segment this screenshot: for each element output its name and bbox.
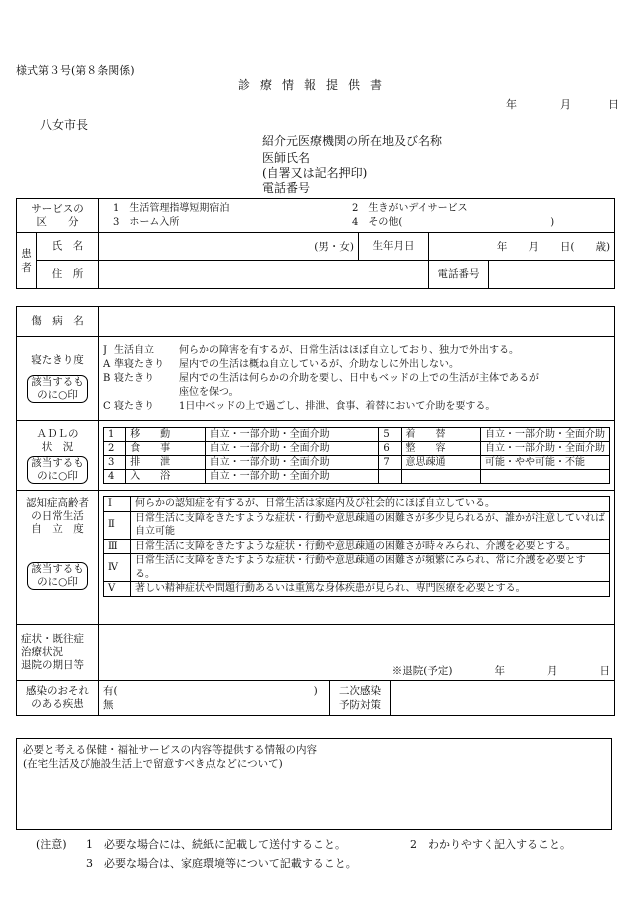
issuer-institution: 紹介元医療機関の所在地及び名称 bbox=[262, 134, 443, 148]
adl-item-mobility: 移 動 bbox=[126, 428, 205, 442]
adl-item-bathing: 入 浴 bbox=[126, 470, 205, 484]
bedridden-option-j[interactable]: J 生活自立 何らかの障害を有するが、日常生活はほぼ自立しており、独力で外出する。 bbox=[103, 344, 519, 356]
dementia-label: 認知症高齢者 の日常生活 自 立 度 該当するも のに○印 bbox=[17, 491, 99, 625]
adl-item-row: 1 移 動 自立・一部介助・全面介助 5 着 替 自立・一部介助・全面介助 bbox=[104, 428, 610, 442]
patient-name-label: 氏 名 bbox=[37, 233, 99, 261]
adl-choice-mobility[interactable]: 自立・一部介助・全面介助 bbox=[205, 428, 379, 442]
patient-address-row bbox=[17, 261, 615, 289]
issuer-seal-note: (自署又は記名押印) bbox=[262, 166, 368, 180]
patient-name-field[interactable] bbox=[99, 233, 359, 261]
addressee: 八女市長 bbox=[40, 118, 89, 132]
patient-phone-label: 電話番号 bbox=[429, 261, 489, 289]
infection-row bbox=[17, 681, 615, 716]
issue-date: 年 月 日 bbox=[506, 98, 619, 111]
secondary-infection-field[interactable] bbox=[391, 681, 615, 715]
service-info-box[interactable] bbox=[16, 738, 612, 830]
adl-item-excretion: 排 泄 bbox=[126, 456, 205, 470]
dementia-option-4[interactable]: Ⅳ 日常生活に支障をきたすような症状・行動や意思疎通の困難さが頻繁にみられ、常に介護を必要とする。 bbox=[104, 554, 610, 582]
service-option-3[interactable]: 3 ホーム入所 bbox=[113, 216, 180, 228]
service-options bbox=[99, 199, 615, 233]
dementia-option-1[interactable]: Ⅰ 何らかの認知症を有するが、日常生活は家庭内及び社会的にほぼ自立している。 bbox=[104, 497, 610, 512]
dementia-options bbox=[99, 491, 615, 625]
bedridden-option-b[interactable]: B 寝たきり 屋内での生活は何らかの介助を要し、日中もベッドの上での生活が主体であるが bbox=[103, 372, 539, 384]
service-option-2[interactable]: 2 生きがいデイサービス bbox=[352, 202, 468, 214]
adl-item-grooming: 整 容 bbox=[401, 442, 480, 456]
patient-name-row bbox=[17, 233, 615, 261]
infection-cell bbox=[99, 681, 615, 716]
issuer-phone: 電話番号 bbox=[262, 181, 311, 195]
dementia-option-5[interactable]: Ⅴ 著しい精神症状や問題行動あるいは重篤な身体疾患が見られ、専門医療を必要とする。 bbox=[104, 582, 610, 597]
document-title: 診療情報提供書 bbox=[237, 78, 392, 92]
patient-address-label: 住 所 bbox=[37, 261, 99, 289]
adl-item-row: 4 入 浴 自立・一部介助・全面介助 bbox=[104, 470, 610, 484]
service-info-subheading: (在宅生活及び施設生活上で留意すべき点などについて) bbox=[23, 758, 283, 770]
infection-yes[interactable]: 有( bbox=[103, 685, 118, 697]
adl-item-dressing: 着 替 bbox=[401, 428, 480, 442]
service-patient-table bbox=[16, 198, 615, 289]
patient-group-label: 患者 bbox=[17, 233, 37, 289]
adl-choice-eating[interactable]: 自立・一部介助・全面介助 bbox=[205, 442, 379, 456]
service-info-heading: 必要と考える保健・福祉サービスの内容等提供する情報の内容 bbox=[23, 744, 317, 756]
adl-item-communication: 意思疎通 bbox=[401, 456, 480, 470]
adl-choice-communication[interactable]: 可能・やや可能・不能 bbox=[481, 456, 610, 470]
disease-row bbox=[17, 307, 615, 337]
bedridden-option-b-cont: 座位を保つ。 bbox=[179, 386, 239, 398]
issuer-doctor: 医師氏名 bbox=[262, 151, 311, 165]
patient-sex[interactable]: (男・女) bbox=[314, 241, 354, 253]
service-option-1[interactable]: 1 生活管理指導短期宿泊 bbox=[113, 202, 230, 214]
note-2: 2 わかりやすく記入すること。 bbox=[410, 838, 571, 851]
medical-info-table bbox=[16, 306, 615, 716]
circle-instruction: 該当するも のに○印 bbox=[27, 375, 88, 403]
note-1: 1 必要な場合には、続紙に記載して送付すること。 bbox=[86, 838, 346, 851]
infection-choice[interactable]: 有( ) 無 bbox=[99, 681, 330, 715]
dementia-option-3[interactable]: Ⅲ 日常生活に支障をきたすような症状・行動や意思疎通の困難さが時々みられ、介護を必要とする。 bbox=[104, 539, 610, 554]
circle-instruction: 該当するも のに○印 bbox=[27, 456, 88, 484]
dementia-row bbox=[17, 491, 615, 625]
symptoms-row bbox=[17, 625, 615, 681]
service-label: サービスの 区 分 bbox=[17, 199, 99, 233]
note-3: 3 必要な場合は、家庭環境等について記載すること。 bbox=[86, 857, 357, 870]
patient-address-field[interactable] bbox=[99, 261, 429, 289]
form-number: 様式第３号(第８条関係) bbox=[16, 64, 135, 77]
adl-options bbox=[99, 421, 615, 491]
adl-item-eating: 食 事 bbox=[126, 442, 205, 456]
bedridden-option-c[interactable]: C 寝たきり 1日中ベッドの上で過ごし、排泄、食事、着替において介助を要する。 bbox=[103, 400, 496, 412]
service-option-4[interactable]: 4 その他( ) bbox=[352, 216, 555, 228]
circle-instruction: 該当するも のに○印 bbox=[27, 562, 88, 590]
adl-label: ＡＤＬの 状 況 該当するも のに○印 bbox=[17, 421, 99, 491]
adl-choice-dressing[interactable]: 自立・一部介助・全面介助 bbox=[481, 428, 610, 442]
birthdate-field[interactable]: 年 月 日( 歳) bbox=[429, 233, 615, 261]
disease-field[interactable] bbox=[99, 307, 615, 337]
note-lead: (注意) bbox=[36, 838, 67, 851]
disease-label: 傷 病 名 bbox=[17, 307, 99, 337]
secondary-infection-label: 二次感染 予防対策 bbox=[330, 681, 391, 715]
adl-choice-bathing[interactable]: 自立・一部介助・全面介助 bbox=[205, 470, 379, 484]
adl-choice-excretion[interactable]: 自立・一部介助・全面介助 bbox=[205, 456, 379, 470]
bedridden-options bbox=[99, 337, 615, 421]
service-row bbox=[17, 199, 615, 233]
adl-item-row: 3 排 泄 自立・一部介助・全面介助 7 意思疎通 可能・やや可能・不能 bbox=[104, 456, 610, 470]
adl-item-row: 2 食 事 自立・一部介助・全面介助 6 整 容 自立・一部介助・全面介助 bbox=[104, 442, 610, 456]
discharge-date[interactable]: ※退院(予定) 年 月 日 bbox=[391, 665, 610, 677]
bedridden-label: 寝たきり度 該当するも のに○印 bbox=[17, 337, 99, 421]
bedridden-row bbox=[17, 337, 615, 421]
adl-row bbox=[17, 421, 615, 491]
birthdate-label: 生年月日 bbox=[359, 233, 429, 261]
patient-phone-field[interactable] bbox=[489, 261, 615, 289]
adl-choice-grooming[interactable]: 自立・一部介助・全面介助 bbox=[481, 442, 610, 456]
infection-no[interactable]: 無 bbox=[103, 699, 114, 711]
symptoms-label: 症状・既往症 治療状況 退院の期日等 bbox=[17, 625, 99, 681]
dementia-option-2[interactable]: Ⅱ 日常生活に支障をきたすような症状・行動や意思疎通の困難さが多少見られるが、誰かが注意していれば自立可能 bbox=[104, 511, 610, 539]
symptoms-field[interactable] bbox=[99, 625, 615, 681]
infection-label: 感染のおそれ のある疾患 bbox=[17, 681, 99, 716]
bedridden-option-a[interactable]: A 準寝たきり 屋内での生活は概ね自立しているが、介助なしに外出しない。 bbox=[103, 358, 459, 370]
